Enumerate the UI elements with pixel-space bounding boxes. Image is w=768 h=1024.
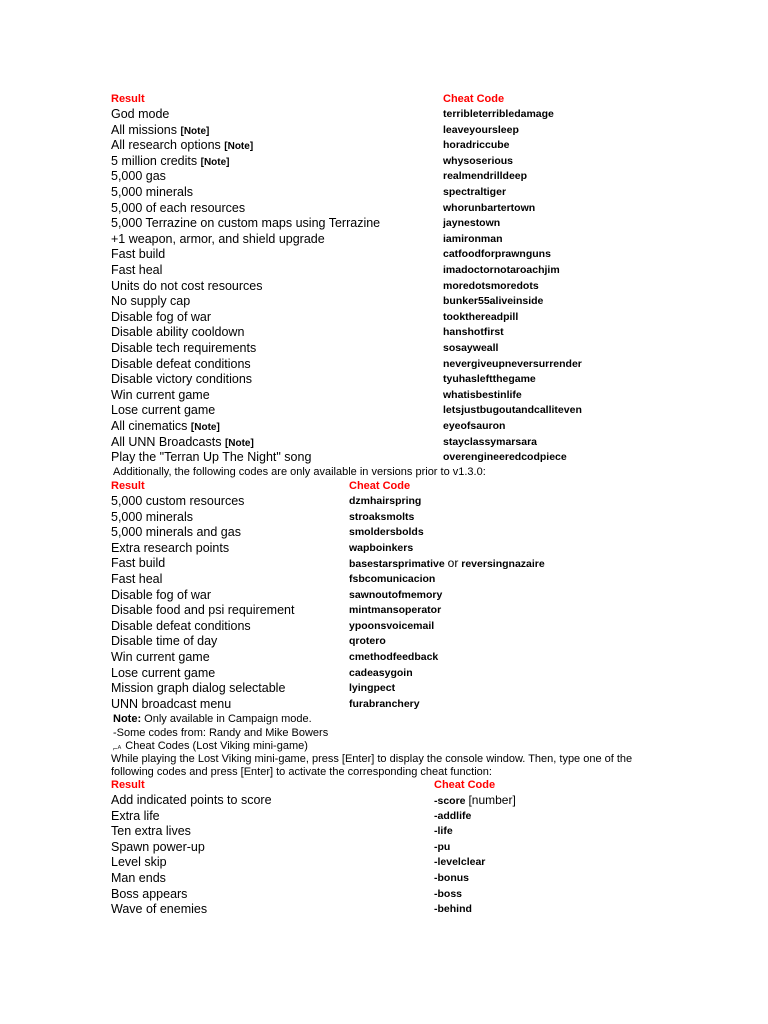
result-cell [111,419,220,435]
cheat-code-cell [443,326,504,339]
result-cell [111,294,190,309]
cheat-code-text: horadriccube [443,139,510,152]
result-header: Result [111,779,145,791]
result-cell [111,588,211,603]
cheat-code-text: wapboinkers [349,541,414,554]
result-cell [111,494,244,509]
result-text: Wave of enemies [111,902,208,917]
result-cell [111,123,209,139]
result-cell [111,138,253,154]
cheat-code-text: tyuhasleftthegame [443,373,536,386]
result-text: Fast build [111,556,166,571]
cheat-code-text: imadoctornotaroachjim [443,264,560,276]
result-cell [111,871,166,886]
result-text: Disable tech requirements [111,341,257,355]
note-tag: [Note] [224,437,254,449]
cheat-code-cell [443,186,506,199]
cheat-code-text: cmethodfeedback [349,651,439,663]
result-cell [111,793,272,808]
cheat-code-text: whysoserious [443,154,514,167]
result-text: 5,000 minerals and gas [111,525,241,540]
cheat-code-cell [349,620,434,633]
cheat-code-text: overengineeredcodpiece [443,451,567,464]
cheat-code-text: -score [434,795,466,807]
result-cell [111,107,169,122]
result-cell [111,169,166,184]
result-text: Win current game [111,650,210,664]
list-icon: ⌐ᴬ [113,744,122,753]
or-text: or [447,556,459,571]
result-text: 5,000 of each resources [111,200,246,215]
result-text: Disable defeat conditions [111,618,251,633]
cheat-code-cell [443,311,518,324]
result-text: All UNN Broadcasts [111,434,222,449]
cheat-code-cell [349,635,386,648]
result-cell [111,388,210,403]
result-text: Disable ability cooldown [111,325,245,340]
result-text: Man ends [111,871,166,885]
result-text: Units do not cost resources [111,278,263,293]
result-cell [111,216,380,231]
result-text: UNN broadcast menu [111,696,232,711]
result-text: All research options [111,138,221,153]
result-text: Disable victory conditions [111,372,253,387]
cheat-code-text: qrotero [349,635,386,648]
result-cell [111,824,191,839]
cheat-code-cell [434,825,453,838]
cheat-code-cell [443,155,513,168]
result-text: Play the "Terran Up The Night" song [111,450,312,465]
cheat-code-text: realmendrilldeep [443,170,528,183]
result-text: 5,000 custom resources [111,494,245,508]
cheat-code-text: spectraltiger [443,186,507,198]
result-text: 5 million credits [111,153,198,168]
cheat-code-cell [349,682,395,695]
result-text: Disable defeat conditions [111,356,251,371]
result-cell [111,650,210,665]
result-text: No supply cap [111,294,191,309]
result-cell [111,681,285,696]
result-cell [111,887,187,902]
cheat-code-cell [434,888,462,901]
result-text: Lose current game [111,403,216,418]
cheat-code-cell [443,217,500,230]
cheat-code-cell [443,342,498,355]
result-cell [111,510,193,525]
result-cell [111,232,325,247]
cheat-code-cell [434,841,450,854]
lost-viking-title-text: Cheat Codes (Lost Viking mini-game) [125,740,308,752]
cheat-code-text: sawnoutofmemory [349,588,443,601]
cheat-code-cell [349,651,438,664]
versions-note: Additionally, the following codes are only available in versions prior to v1.3.0: [113,466,486,478]
cheat-code-cell [434,856,485,869]
cheat-code-cell [443,358,582,371]
cheat-code-cell [349,698,420,711]
result-cell [111,525,241,540]
cheat-code-text: dzmhairspring [349,495,422,507]
result-cell [111,185,193,200]
result-text: Disable time of day [111,634,218,649]
result-cell [111,450,311,465]
result-cell [111,372,252,387]
cheat-code-text: nevergiveupneversurrender [443,357,582,370]
cheat-code-cell [434,903,472,916]
lost-viking-intro-2: following codes and press [Enter] to activate the corresponding cheat function: [111,766,492,778]
cheat-code-cell [349,557,545,571]
cheat-code-text: cadeasygoin [349,666,413,679]
result-text: Ten extra lives [111,824,191,839]
result-text: 5,000 Terrazine on custom maps using Terrazine [111,216,381,231]
result-cell [111,572,162,587]
result-cell [111,403,215,418]
result-cell [111,279,262,294]
result-text: Extra research points [111,540,230,555]
cheat-code-cell [443,248,551,261]
note-label: Note: [113,713,142,725]
cheat-code-text: -life [434,825,453,838]
result-text: Extra life [111,808,160,823]
cheat-code-text: jaynestown [443,217,501,230]
result-cell [111,666,215,681]
cheat-code-cell [349,542,413,555]
cheat-code-cell [443,404,582,417]
note-text: Only available in Campaign mode. [144,713,312,725]
cheat-code-text: -addlife [434,809,472,822]
cheat-code-cell [349,589,442,602]
result-text: Fast heal [111,572,163,586]
cheat-code-cell [443,264,560,277]
cheat-code-cell [434,794,516,808]
result-text: Disable fog of war [111,587,212,602]
result-text: Boss appears [111,886,188,901]
result-text: Level skip [111,855,167,870]
cheat-code-text: -bonus [434,872,469,884]
cheat-code-text: lyingpect [349,682,396,695]
cheat-code-cell [349,667,413,680]
cheat-code-suffix: [number] [468,793,516,807]
cheat-code-text: mintmansoperator [349,604,442,617]
cheat-code-cell [349,526,424,539]
cheat-code-cell [443,233,503,246]
lost-viking-title [113,740,308,753]
result-cell [111,902,207,917]
cheat-code-cell [349,604,441,617]
cheat-code-text: leaveyoursleep [443,123,519,136]
cheat-code-cell [349,573,435,586]
credits-line: -Some codes from: Randy and Mike Bowers [113,727,329,739]
result-text: Fast build [111,247,166,262]
cheat-code-cell [443,451,567,464]
note-tag: [Note] [224,141,254,153]
result-cell [111,697,231,712]
note-tag: [Note] [190,422,220,433]
result-header: Result [111,480,145,492]
lost-viking-intro-1: While playing the Lost Viking mini-game, press [Enter] to display the console window. Then, type one of the [111,753,633,765]
note-tag: [Note] [200,156,230,168]
result-cell [111,634,217,649]
result-text: +1 weapon, armor, and shield upgrade [111,231,325,246]
cheat-code-text: iamironman [443,232,503,245]
result-cell [111,855,167,870]
result-cell [111,325,244,340]
cheat-code-text: sosayweall [443,342,499,354]
cheat-code-text: hanshotfirst [443,326,504,339]
result-text: Add indicated points to score [111,793,272,807]
result-text: Fast heal [111,263,163,277]
cheat-code-text: moredotsmoredots [443,279,539,292]
result-cell [111,840,205,855]
cheat-code-cell [443,373,536,386]
cheat-code-text: -behind [434,903,472,916]
cheat-code-cell [443,389,522,402]
result-text: Disable food and psi requirement [111,603,295,618]
result-text: 5,000 minerals [111,509,193,524]
result-cell [111,603,294,618]
cheat-code-text: reversingnazaire [461,558,545,571]
result-cell [111,435,254,451]
cheat-code-cell [443,124,519,137]
result-text: Mission graph dialog selectable [111,681,286,696]
result-cell [111,310,211,325]
cheat-code-text: catfoodforprawnguns [443,248,551,261]
cheat-code-cell [349,495,421,508]
cheat-code-text: fsbcomunicacion [349,573,436,585]
result-cell [111,247,165,262]
cheat-code-text: tookthereadpill [443,310,519,323]
result-header: Result [111,93,145,105]
cheat-code-text: letsjustbugoutandcalliteven [443,404,582,417]
result-cell [111,541,229,556]
result-text: 5,000 minerals [111,185,193,199]
cheat-code-cell [443,295,543,308]
result-cell [111,357,251,372]
cheat-code-text: terribleterribledamage [443,108,554,120]
cheat-code-text: ypoonsvoicemail [349,619,435,632]
result-cell [111,154,230,170]
result-text: God mode [111,107,170,121]
cheat-code-text: whorunbartertown [443,201,536,214]
campaign-note [113,713,312,726]
cheat-code-cell [434,810,471,823]
cheat-code-text: stroaksmolts [349,510,415,523]
cheat-code-cell [434,872,469,885]
note-tag: [Note] [180,125,210,137]
result-cell [111,341,256,356]
cheat-code-text: whatisbestinlife [443,388,522,401]
result-text: All missions [111,122,177,137]
cheat-code-text: -levelclear [434,856,486,869]
result-cell [111,619,251,634]
cheat-code-cell [443,170,527,183]
cheat-code-cell [443,420,505,433]
result-text: Win current game [111,387,210,402]
cheat-code-cell [443,280,539,293]
result-cell [111,201,245,216]
cheat-code-text: furabranchery [349,697,420,710]
cheat-code-text: -pu [434,840,451,853]
cheat-code-text: stayclassymarsara [443,435,537,448]
cheat-code-header: Cheat Code [434,779,496,791]
cheat-code-header: Cheat Code [349,480,411,492]
cheat-code-text: eyeofsauron [443,420,506,432]
cheat-code-text: bunker55aliveinside [443,295,544,308]
cheat-code-text: smoldersbolds [349,526,424,539]
cheat-code-text: basestarsprimative [349,558,445,571]
result-cell [111,556,165,571]
cheat-code-cell [443,108,554,121]
result-text: Spawn power-up [111,839,205,854]
result-text: Lose current game [111,665,216,680]
result-cell [111,263,162,278]
cheat-code-cell [443,139,510,152]
cheat-code-cell [443,436,537,449]
cheat-code-cell [349,511,414,524]
result-text: All cinematics [111,419,188,433]
cheat-code-text: -boss [434,887,463,900]
result-text: 5,000 gas [111,169,166,184]
cheat-code-header: Cheat Code [443,93,505,105]
result-text: Disable fog of war [111,309,212,324]
result-cell [111,809,160,824]
cheat-code-cell [443,202,535,215]
